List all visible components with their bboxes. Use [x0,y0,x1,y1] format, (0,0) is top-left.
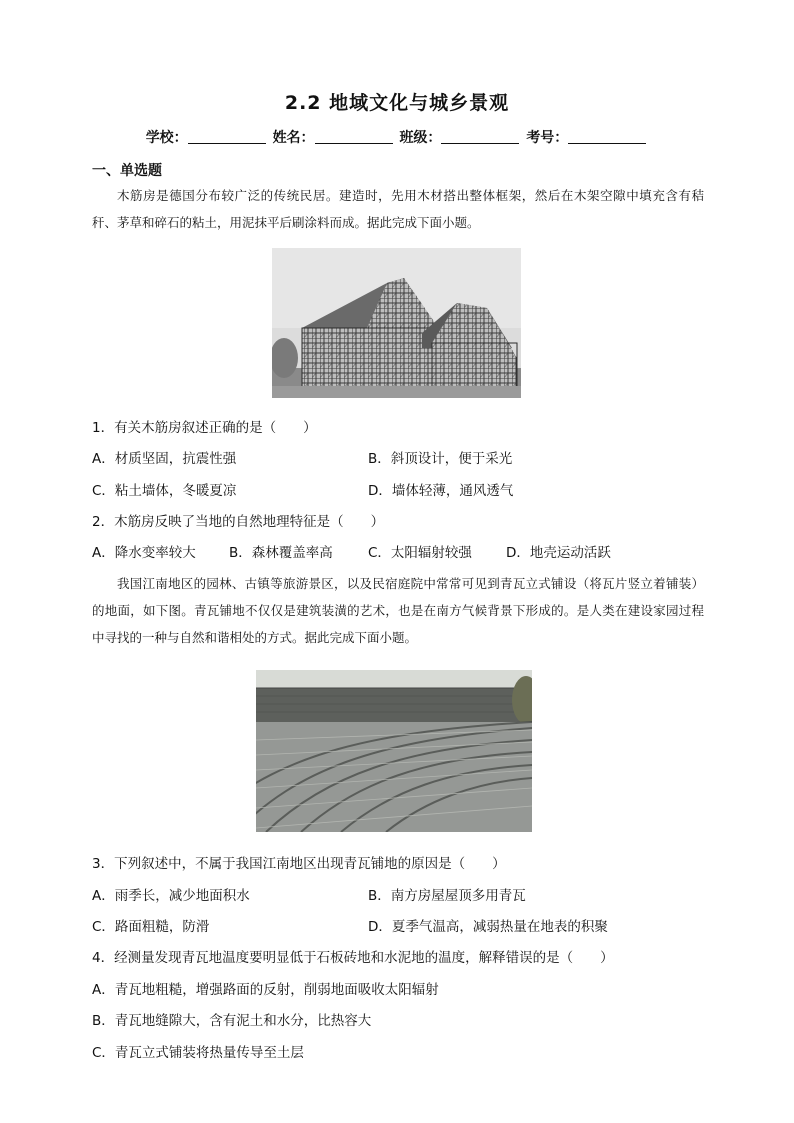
question-4-stem: 4．经测量发现青瓦地温度要明显低于石板砖地和水泥地的温度，解释错误的是（ ） [92,950,614,966]
question-3-stem: 3．下列叙述中，不属于我国江南地区出现青瓦铺地的原因是（ ） [92,856,506,872]
q3-option-d[interactable]: D．夏季气温高，减弱热量在地表的积聚 [368,919,608,935]
q4-option-b[interactable]: B．青瓦地缝隙大，含有泥土和水分，比热容大 [92,1013,372,1029]
class-blank[interactable] [441,129,519,144]
question-1-stem: 1．有关木筋房叙述正确的是（ ） [92,420,317,436]
section-title: 一、单选题 [92,163,162,179]
number-blank[interactable] [568,129,646,144]
q2-option-a[interactable]: A．降水变率较大 [92,545,196,561]
q3-option-a[interactable]: A．雨季长，减少地面积水 [92,888,250,904]
q4-option-a[interactable]: A．青瓦地粗糙，增强路面的反射，削弱地面吸收太阳辐射 [92,982,439,998]
passage-1 [92,182,704,236]
school-blank[interactable] [188,129,266,144]
timber-frame-house-photo [272,248,521,398]
passage-2 [92,570,704,651]
q2-option-b[interactable]: B．森林覆盖率高 [229,545,333,561]
q3-option-c[interactable]: C．路面粗糙，防滑 [92,919,210,935]
tile-paving-photo [256,670,532,832]
question-2-stem: 2．木筋房反映了当地的自然地理特征是（ ） [92,514,385,530]
class-label: 班级： [399,130,442,146]
passage-2-text: 我国江南地区的园林、古镇等旅游景区，以及民宿庭院中常常可见到青瓦立式铺设（将瓦片竖立着铺装）的地面，如下图。青瓦铺地不仅仅是建筑装潢的艺术，也是在南方气候背景下形成的。是人类在建设家园过程中寻找的一种与自然和谐相处的方式。据此完成下面小题。 [92,576,704,645]
q4-option-c[interactable]: C．青瓦立式铺装将热量传导至土层 [92,1045,304,1061]
passage-1-text: 木筋房是德国分布较广泛的传统民居。建造时，先用木材搭出整体框架，然后在木架空隙中填充含有秸秆、茅草和碎石的粘土，用泥抹平后刷涂料而成。据此完成下面小题。 [92,188,704,230]
student-info-line [0,127,794,147]
school-label: 学校： [145,130,188,146]
name-blank[interactable] [315,129,393,144]
q3-option-b[interactable]: B．南方房屋屋顶多用青瓦 [368,888,526,904]
name-label: 姓名： [272,130,315,146]
number-label: 考号： [526,130,569,146]
q1-option-b[interactable]: B．斜顶设计，便于采光 [368,451,513,467]
page-title: 2.2 地域文化与城乡景观 [284,92,510,114]
q2-option-c[interactable]: C．太阳辐射较强 [368,545,472,561]
q2-option-d[interactable]: D．地壳运动活跃 [506,545,611,561]
q1-option-a[interactable]: A．材质坚固，抗震性强 [92,451,237,467]
q1-option-d[interactable]: D．墙体轻薄，通风透气 [368,483,514,499]
q1-option-c[interactable]: C．粘土墙体，冬暖夏凉 [92,483,237,499]
